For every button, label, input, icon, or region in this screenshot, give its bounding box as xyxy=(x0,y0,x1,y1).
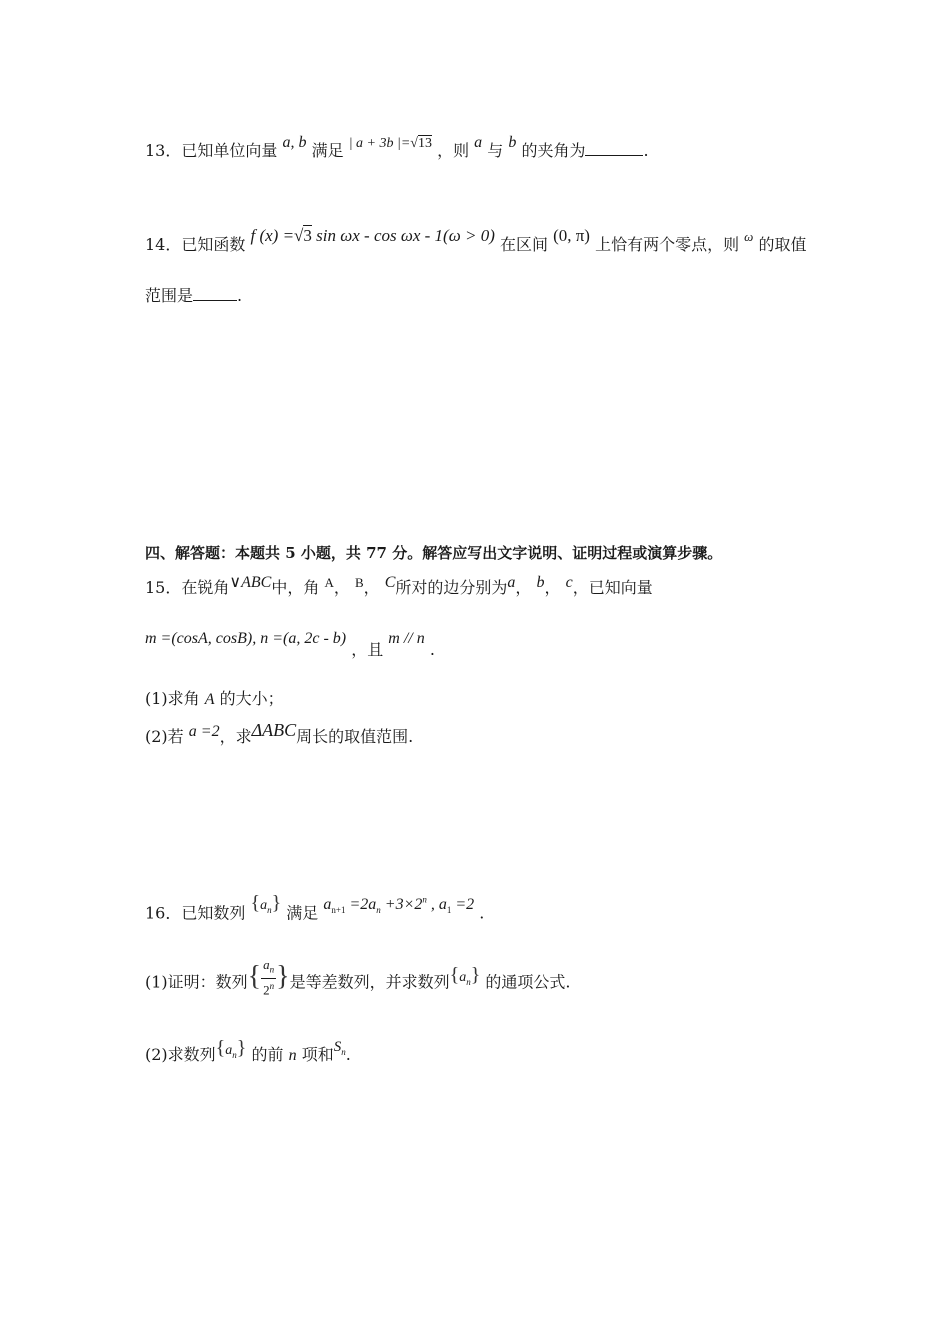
right-brace-icon: } xyxy=(470,964,481,987)
q16-fraction-den xyxy=(263,979,274,997)
q16-fraction-body xyxy=(261,957,276,997)
q16-rec-init: , a xyxy=(426,896,447,914)
q13-condition-lhs: | a + 3b |= xyxy=(348,136,411,151)
q16-rec-sub3: 1 xyxy=(446,905,452,916)
q14-text-5: 范围是 xyxy=(145,286,194,305)
q14-text-2: 在区间 xyxy=(499,235,548,254)
q16-fraction xyxy=(248,957,290,997)
q14-end: . xyxy=(237,286,243,305)
q13-text-1: 已知单位向量 xyxy=(181,141,278,160)
q16-sequence-sub: n xyxy=(267,905,272,916)
q15-text-2: 中，角 xyxy=(271,578,320,597)
right-brace-icon: } xyxy=(276,960,290,992)
q15-sep-3: ， xyxy=(515,578,532,597)
q16-fraction-num xyxy=(261,957,276,979)
q13-text-5: 的夹角为 xyxy=(521,141,586,160)
q13-vectors: a, b xyxy=(282,134,307,151)
left-brace-icon: { xyxy=(215,1037,226,1059)
q13-text-4: 与 xyxy=(487,141,504,160)
q16-part-2-seq-var: a xyxy=(225,1043,233,1058)
q13-vector-a: a xyxy=(474,134,483,151)
q14-function-rhs: sin ωx - cos ωx - 1(ω > 0) xyxy=(316,226,495,245)
q14-text-4: 的取值 xyxy=(758,235,807,254)
q15-part-2-triangle: ΔABC xyxy=(251,720,297,740)
q16-part-2-sequence xyxy=(215,1037,247,1061)
q14-text-3: 上恰有两个零点，则 xyxy=(595,235,740,254)
q13-number: 13． xyxy=(145,141,182,160)
right-brace-icon: } xyxy=(236,1037,247,1059)
q15-text-5: ，且 xyxy=(351,640,384,659)
q15-triangle: ∨ABC xyxy=(229,574,272,591)
q16-frac-den-val: 2 xyxy=(263,981,270,997)
q15-number: 15． xyxy=(145,578,182,597)
q15-side-c: c xyxy=(565,574,573,591)
q15-part-2-condition: a =2 xyxy=(188,723,220,740)
q16-frac-num-var: a xyxy=(263,957,270,972)
q16-rec-sup: n xyxy=(422,895,427,905)
q15-part-2-rest: 周长的取值范围. xyxy=(296,727,414,746)
q16-part-1-seq-sub: n xyxy=(466,977,471,988)
q15-text-4: ，已知向量 xyxy=(572,578,653,597)
question-16 xyxy=(145,892,485,930)
q15-side-a: a xyxy=(507,574,516,591)
q15-part-2-label: (2)若 xyxy=(145,727,184,746)
q16-rec-val: =2 xyxy=(451,896,475,914)
q15-angle-c: C xyxy=(384,574,396,591)
q15-end: . xyxy=(429,640,435,659)
q15-vectors: m =(cosA, cosB), n =(a, 2c - b) xyxy=(145,630,347,647)
q16-part-2-mid: 的前 xyxy=(251,1045,284,1064)
q15-sep-2: ， xyxy=(363,578,380,597)
section-heading: 四、解答题：本题共 5 小题，共 77 分。解答应写出文字说明、证明过程或演算步骤。 xyxy=(145,544,723,562)
q15-side-b: b xyxy=(536,574,545,591)
q15-sep-1: ， xyxy=(333,578,350,597)
q16-number: 16． xyxy=(145,903,182,923)
q13-condition: | a + 3b |=√13 xyxy=(348,136,432,151)
q14-function-lhs: f (x) = xyxy=(250,226,295,245)
q15-part-2-mid: ，求 xyxy=(219,727,252,746)
q16-part-2-n: n xyxy=(288,1047,297,1064)
q16-part-1-seq-var: a xyxy=(459,970,467,986)
right-brace-icon: } xyxy=(271,892,282,915)
q15-part-2 xyxy=(145,720,414,748)
q16-sum-sub: n xyxy=(341,1047,346,1057)
question-14-line-2 xyxy=(145,286,242,306)
question-13 xyxy=(145,134,649,163)
q15-part-1-rest: 的大小； xyxy=(219,689,284,708)
q15-sep-4: ， xyxy=(544,578,561,597)
q16-part-1-sequence xyxy=(449,964,481,988)
q16-part-1-label: (1)证明：数列 xyxy=(145,972,248,992)
q15-text-1: 在锐角 xyxy=(181,578,230,597)
q16-part-2 xyxy=(145,1037,351,1071)
q13-condition-radicand: 13 xyxy=(417,136,432,151)
question-15-line-2 xyxy=(145,628,435,659)
q16-sum-var: S xyxy=(333,1039,342,1055)
q16-text-2: 满足 xyxy=(286,903,319,923)
q14-text-1: 已知函数 xyxy=(181,235,246,254)
q16-rec-plus: +3×2 xyxy=(380,896,423,914)
q16-sequence xyxy=(250,892,282,916)
q16-part-2-seq-sub: n xyxy=(232,1050,237,1061)
q13-end: . xyxy=(643,141,649,160)
left-brace-icon: { xyxy=(449,964,460,987)
q16-part-2-label: (2)求数列 xyxy=(145,1045,216,1064)
q14-omega: ω xyxy=(744,229,754,244)
q13-text-2: 满足 xyxy=(311,141,344,160)
q15-angle-a: A xyxy=(324,575,334,590)
question-15 xyxy=(145,574,653,599)
q13-text-3: ，则 xyxy=(437,141,470,160)
q15-parallel: m // n xyxy=(388,630,425,647)
q16-rec-mid: =2a xyxy=(345,896,377,914)
q14-function: f (x) =√3 sin ωx - cos ωx - 1(ω > 0) xyxy=(250,226,495,245)
q14-number: 14． xyxy=(145,235,182,254)
q13-answer-blank xyxy=(585,141,643,156)
q16-text-1: 已知数列 xyxy=(181,903,246,923)
q14-interval: (0, π) xyxy=(553,226,590,245)
q14-answer-blank xyxy=(193,286,237,301)
q16-recurrence xyxy=(323,895,475,916)
q16-part-2-end: . xyxy=(345,1045,351,1064)
left-brace-icon: { xyxy=(250,892,261,915)
q16-sequence-var: a xyxy=(260,898,268,914)
q15-part-1-var: A xyxy=(204,691,215,708)
q16-part-2-mid2: 项和 xyxy=(301,1045,334,1064)
q16-frac-num-sub: n xyxy=(269,964,275,975)
q13-vector-b: b xyxy=(508,134,517,151)
left-brace-icon: { xyxy=(247,960,262,992)
q16-rec-a: a xyxy=(323,896,332,914)
q16-part-1 xyxy=(145,957,571,999)
q16-part-1-rest: 的通项公式. xyxy=(485,972,571,992)
q15-part-1 xyxy=(145,689,284,710)
q16-part-2-sum xyxy=(334,1039,346,1055)
q15-text-3: 所对的边分别为 xyxy=(395,578,508,597)
q16-rec-sub2: n xyxy=(376,905,381,916)
q16-part-1-mid: 是等差数列，并求数列 xyxy=(289,972,450,992)
q15-angle-b: B xyxy=(354,575,364,590)
q15-part-1-label: (1)求角 xyxy=(145,689,200,708)
q14-function-radicand: 3 xyxy=(303,226,312,245)
q16-rec-sub1: n+1 xyxy=(331,905,346,916)
q16-end: . xyxy=(479,903,485,923)
q16-frac-den-sup: n xyxy=(269,980,275,991)
question-14 xyxy=(145,226,807,256)
